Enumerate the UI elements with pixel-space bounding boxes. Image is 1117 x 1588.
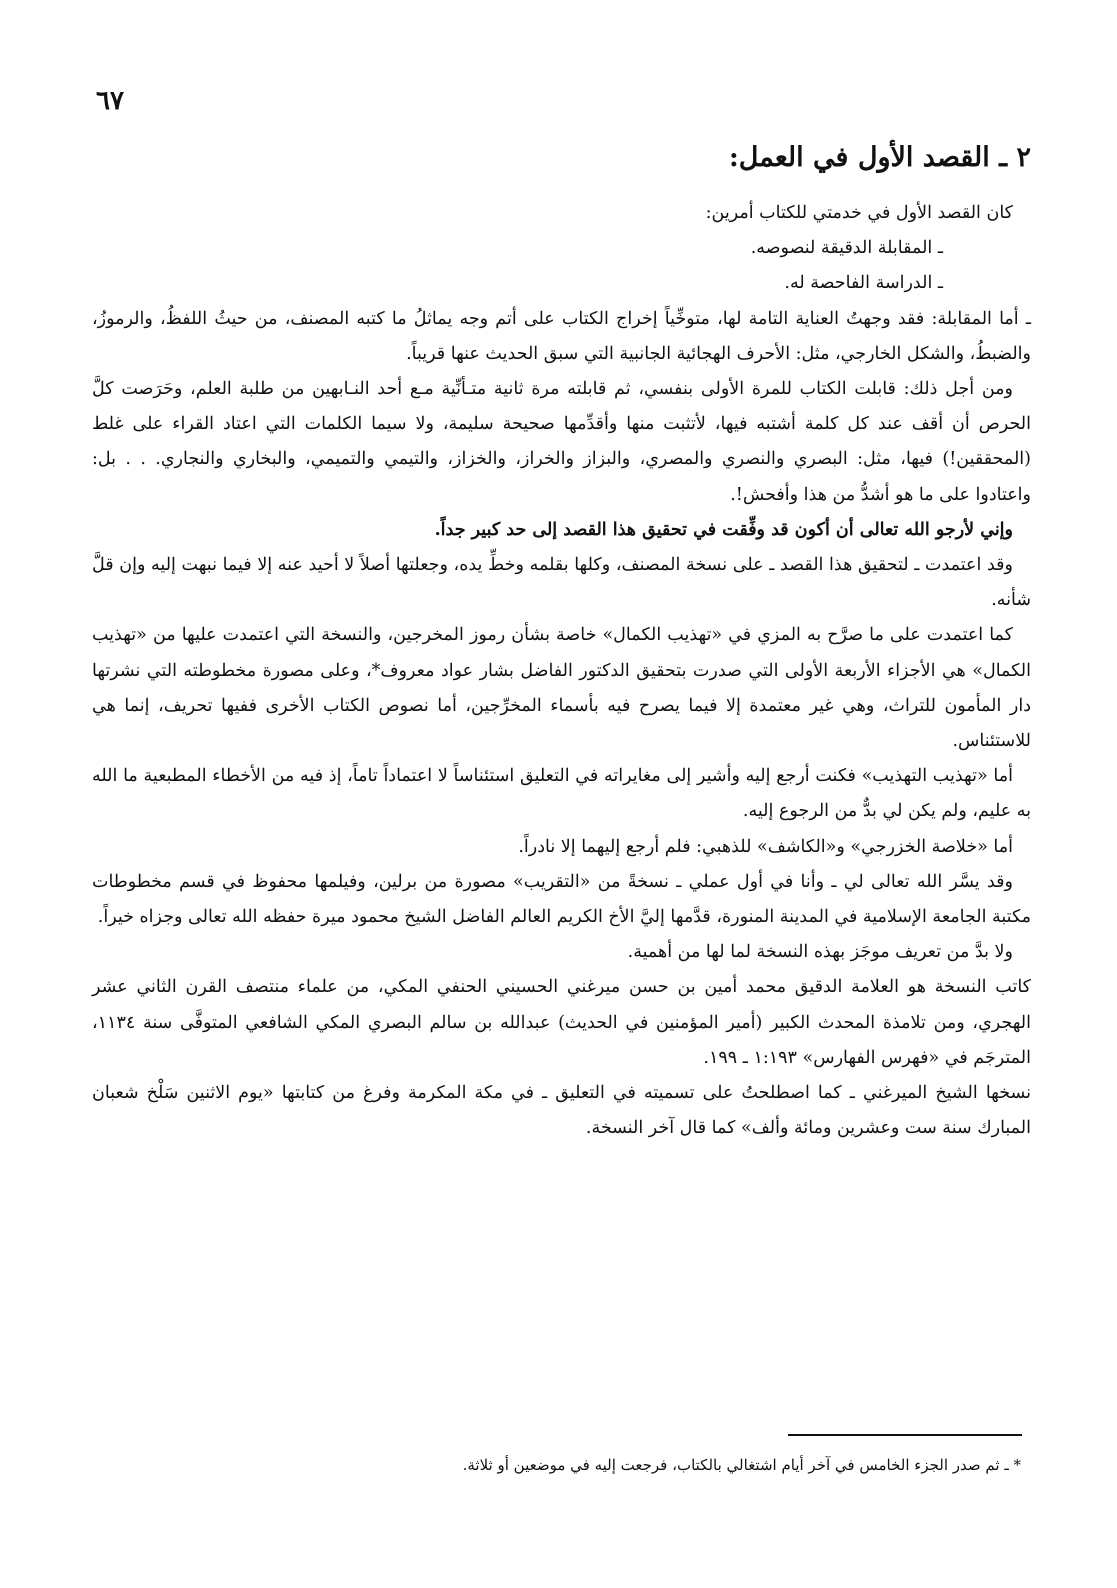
body-text	[92, 196, 1031, 1146]
paragraph-tahdhib-kamal: كما اعتمدت على ما صرَّح به المزي في «تهذيب الكمال» خاصة بشأن رموز المخرجين، والنسخة التي اعتمدت عليها من «تهذيب الكمال» هي الأجزاء الأربعة الأولى التي صدرت بتحقيق الدكتور الفاضل بشار عواد معروف*، وعلى مصورة مخطوطته التي نشرتها دار المأمون للتراث، وهي غير معتمدة إلا فيما يصرح فيه بأسماء المخرِّجين، أما نصوص الكتاب الأخرى ففيها تحريف، إنما هي للاستئناس.	[92, 625, 1031, 752]
paragraph-intro: كان القصد الأول في خدمتي للكتاب أمرين:	[705, 203, 1013, 223]
page-number: ٦٧	[96, 86, 124, 116]
paragraph-hope: وإني لأرجو الله تعالى أن أكون قد وفِّقت في تحقيق هذا القصد إلى حد كبير جداً.	[434, 519, 1013, 540]
list-item-comparison: ـ المقابلة الدقيقة لنصوصه.	[750, 238, 943, 259]
footnote-divider	[788, 1434, 1022, 1436]
paragraph-khulasa-kashif: أما «خلاصة الخزرجي» و«الكاشف» للذهبي: فلم أرجع إليهما إلا نادراً.	[518, 836, 1013, 857]
paragraph-copy-intro: ولا بدَّ من تعريف موجَز بهذه النسخة لما لها من أهمية.	[627, 942, 1013, 963]
paragraph-copying-date: نسخها الشيخ الميرغني ـ كما اصطلحتُ على تسميته في التعليق ـ في مكة المكرمة وفرغ من كتابتها «يوم الاثنين سَلْخ شعبان المبارك سنة ست وعشرين ومائة وألف» كما قال آخر النسخة.	[92, 1083, 1031, 1139]
paragraph-method: ومن أجل ذلك: قابلت الكتاب للمرة الأولى بنفسي، ثم قابلته مرة ثانية متـأنِّية مـع أحد النـابهين من طلبة العلم، وحَرَصت كلَّ الحرص أن أقف عند كل كلمة أشتبه فيها، لأتثبت منها وأقدِّمها صحيحة سليمة، ولا سيما الكلمات التي اعتاد القراء على غلط (المحققين!) فيها، مثل: البصري والنصري والمصري، والبزاز والخراز، والخزاز، والتيمي والتميمي، والبخاري والنجاري. . . بل: واعتادوا على ما هو أشدُّ من هذا وأفحش!.	[92, 379, 1031, 505]
paragraph-taqrib-copy: وقد يسَّر الله تعالى لي ـ وأنا في أول عملي ـ نسخةً من «التقريب» مصورة من برلين، وفيلمها محفوظ في قسم مخطوطات مكتبة الجامعة الإسلامية في المدينة المنورة، قدَّمها إليَّ الأخ الكريم العالم الفاضل الشيخ محمود ميرة حفظه الله تعالى وجزاه خيراً.	[92, 871, 1031, 928]
footnote: * ـ ثم صدر الجزء الخامس في آخر أيام اشتغالي بالكتاب، فرجعت إليه في موضعين أو ثلاثة.	[462, 1456, 1021, 1474]
section-heading: ٢ ـ القصد الأول في العمل:	[728, 142, 1031, 173]
list-item-study: ـ الدراسة الفاحصة له.	[784, 273, 943, 294]
paragraph-tahdhib-tahdhib: أما «تهذيب التهذيب» فكنت أرجع إليه وأشير إلى مغايراته في التعليق استئناساً لا اعتماداً تاماً، إذ فيه من الأخطاء المطبعية ما الله به عليم، ولم يكن لي بدٌّ من الرجوع إليه.	[92, 766, 1031, 822]
paragraph-scribe: كاتب النسخة هو العلامة الدقيق محمد أمين بن حسن ميرغني الحسيني الحنفي المكي، من علماء منتصف القرن الثاني عشر الهجري، ومن تلامذة المحدث الكبير (أمير المؤمنين في الحديث) عبدالله بن سالم البصري المكي الشافعي المتوفَّى سنة ١١٣٤، المترجَم في «فهرس الفهارس» ١:١٩٣ ـ ١٩٩.	[92, 977, 1031, 1068]
paragraph-comparison: ـ أما المقابلة: فقد وجهتُ العناية التامة لها، متوخِّياً إخراج الكتاب على أتم وجه يماثلُ ما كتبه المصنف، من حيثُ اللفظُ، والرموزُ، والضبطُ، والشكل الخارجي، مثل: الأحرف الهجائية الجانبية التي سبق الحديث عنها قريباً.	[92, 308, 1031, 364]
paragraph-author-copy: وقد اعتمدت ـ لتحقيق هذا القصد ـ على نسخة المصنف، وكلها بقلمه وخطِّ يده، وجعلتها أصلاً لا أحيد عنه إلا فيما نبهت إليه وإن قلَّ شأنه.	[92, 555, 1031, 611]
